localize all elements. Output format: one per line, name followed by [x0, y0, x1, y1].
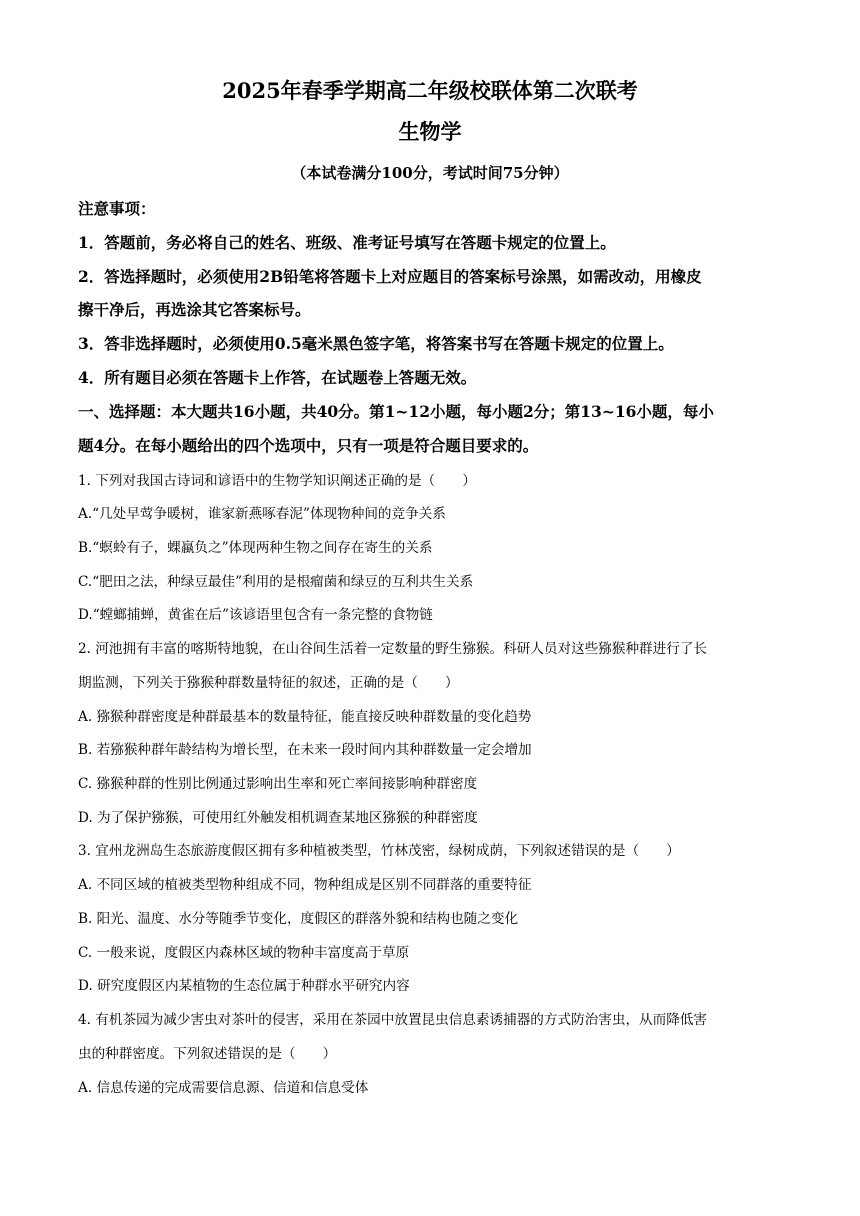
question-option: A. 信息传递的完成需要信息源、信道和信息受体 — [78, 1080, 369, 1096]
note-item: 4．所有题目必须在答题卡上作答，在试题卷上答题无效。 — [78, 368, 477, 387]
question-stem: 1. 下列对我国古诗词和谚语中的生物学知识阐述正确的是（ ） — [78, 473, 476, 489]
question-option: B. 阳光、温度、水分等随季节变化，度假区的群落外貌和结构也随之变化 — [78, 911, 519, 927]
note-item: 擦干净后，再选涂其它答案标号。 — [78, 300, 311, 319]
question-option: A. 不同区域的植被类型物种组成不同，物种组成是区别不同群落的重要特征 — [78, 877, 532, 893]
question-option: D. 为了保护猕猴，可使用红外触发相机调查某地区猕猴的种群密度 — [78, 810, 478, 826]
question-stem: 2. 河池拥有丰富的喀斯特地貌，在山谷间生活着一定数量的野生猕猴。科研人员对这些猕猴种群进行了长 — [78, 641, 708, 657]
question-option: D. 研究度假区内某植物的生态位属于种群水平研究内容 — [78, 978, 410, 994]
question-option: C.“肥田之法，种绿豆最佳”利用的是根瘤菌和绿豆的互利共生关系 — [78, 574, 474, 590]
question-option: A.“几处早莺争暖树，谁家新燕啄春泥”体现物种间的竞争关系 — [78, 506, 446, 522]
exam-title: 2025年春季学期高二年级校联体第二次联考 — [222, 78, 638, 103]
question-option: A. 猕猴种群密度是种群最基本的数量特征，能直接反映种群数量的变化趋势 — [78, 709, 532, 725]
question-option: D.“螳螂捕蝉，黄雀在后”该谚语里包含有一条完整的食物链 — [78, 607, 433, 623]
question-stem: 虫的种群密度。下列叙述错误的是（ ） — [78, 1046, 337, 1062]
question-option: B. 若猕猴种群年龄结构为增长型，在未来一段时间内其种群数量一定会增加 — [78, 742, 532, 758]
note-item: 2．答选择题时，必须使用2B铅笔将答题卡上对应题目的答案标号涂黑，如需改动，用橡皮 — [78, 267, 702, 286]
note-item: 1．答题前，务必将自己的姓名、班级、准考证号填写在答题卡规定的位置上。 — [78, 233, 616, 252]
subject-title: 生物学 — [398, 119, 462, 144]
exam-info: （本试卷满分100分，考试时间75分钟） — [291, 164, 569, 182]
note-item: 3．答非选择题时，必须使用0.5毫米黑色签字笔，将答案书写在答题卡规定的位置上。 — [78, 334, 674, 353]
question-stem: 3. 宜州龙洲岛生态旅游度假区拥有多种植被类型，竹林茂密，绿树成荫，下列叙述错误的是（ ） — [78, 843, 680, 859]
question-option: B.“螟蛉有子，蜾蠃负之”体现两种生物之间存在寄生的关系 — [78, 540, 433, 556]
section-heading: 题4分。在每小题给出的四个选项中，只有一项是符合题目要求的。 — [78, 436, 539, 455]
section-heading: 一、选择题：本大题共16小题，共40分。第1~12小题，每小题2分；第13~16小题，每小 — [78, 402, 714, 421]
notes-heading: 注意事项： — [78, 199, 156, 218]
question-stem: 期监测，下列关于猕猴种群数量特征的叙述，正确的是（ ） — [78, 675, 459, 691]
question-stem: 4. 有机茶园为减少害虫对茶叶的侵害，采用在茶园中放置昆虫信息素诱捕器的方式防治害虫，从而降低害 — [78, 1012, 708, 1028]
question-option: C. 猕猴种群的性别比例通过影响出生率和死亡率间接影响种群密度 — [78, 776, 478, 792]
question-option: C. 一般来说，度假区内森林区域的物种丰富度高于草原 — [78, 945, 410, 961]
